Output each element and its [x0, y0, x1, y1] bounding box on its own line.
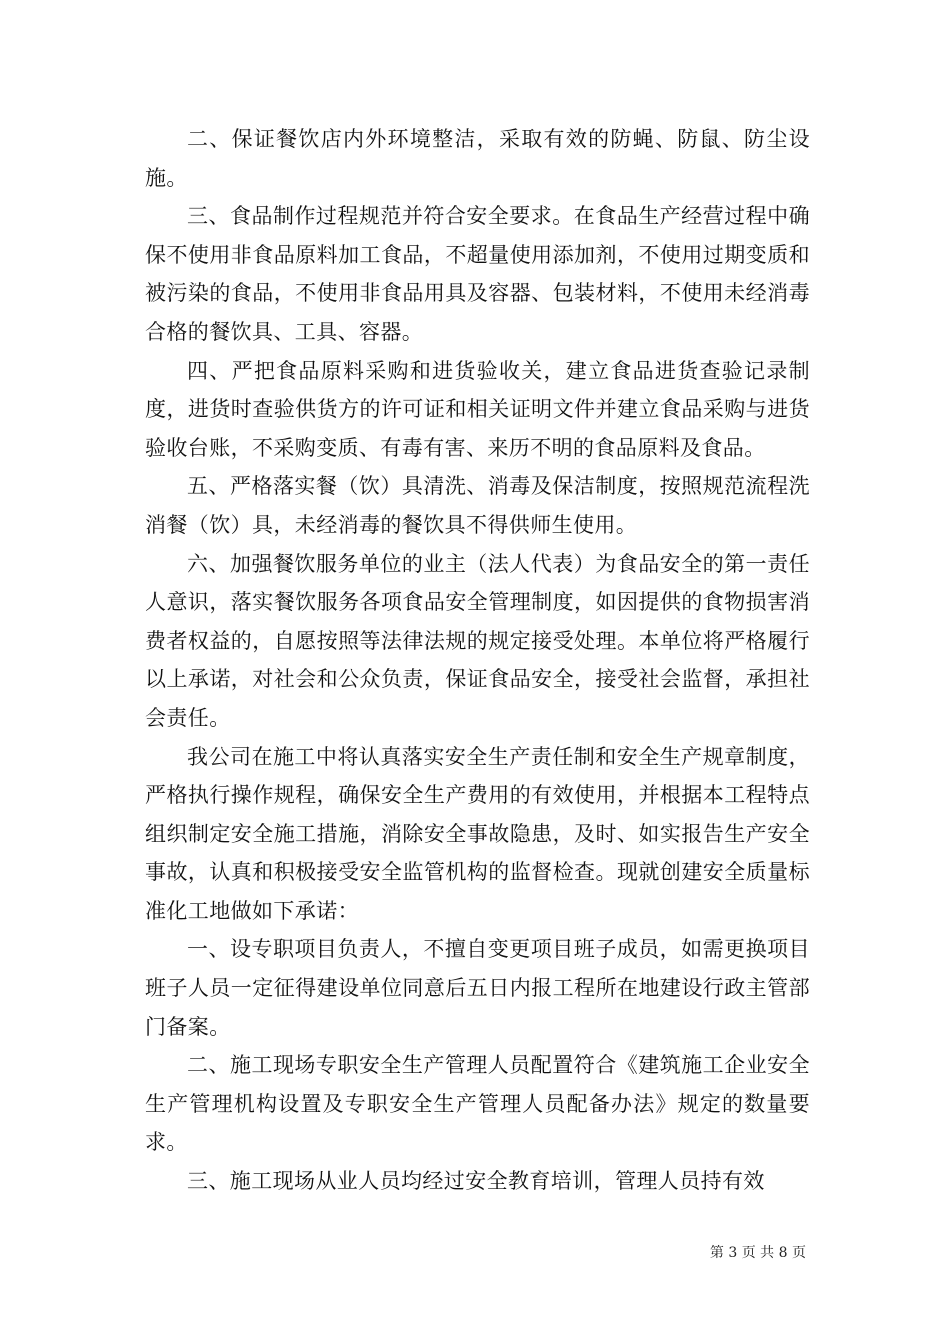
paragraph: 四、严把食品原料采购和进货验收关，建立食品进货查验记录制度，进货时查验供货方的许可证和相关证明文件并建立食品采购与进货验收台账，不采购变质、有毒有害、来历不明的食品原料及食品。: [145, 358, 810, 460]
page-number: 第 3 页 共 8 页: [709, 1245, 806, 1261]
paragraph: 六、加强餐饮服务单位的业主（法人代表）为食品安全的第一责任人意识，落实餐饮服务各项食品安全管理制度，如因提供的食物损害消费者权益的，自愿按照等法律法规的规定接受处理。本单位将严格履行以上承诺，对社会和公众负责，保证食品安全，接受社会监督，承担社会责任。: [145, 551, 810, 730]
paragraph: 我公司在施工中将认真落实安全生产责任制和安全生产规章制度，严格执行操作规程，确保安全生产费用的有效使用，并根据本工程特点组织制定安全施工措施，消除安全事故隐患，及时、如实报告生产安全事故，认真和积极接受安全监管机构的监督检查。现就创建安全质量标准化工地做如下承诺：: [145, 744, 810, 923]
paragraph: 二、保证餐饮店内外环境整洁，采取有效的防蝇、防鼠、防尘设施。: [145, 127, 810, 190]
paragraph: 三、施工现场从业人员均经过安全教育培训，管理人员持有效: [187, 1169, 765, 1194]
document-body: [145, 120, 810, 1201]
paragraph: 五、严格落实餐（饮）具清洗、消毒及保洁制度，按照规范流程洗消餐（饮）具，未经消毒的餐饮具不得供师生使用。: [145, 474, 810, 537]
paragraph: 二、施工现场专职安全生产管理人员配置符合《建筑施工企业安全生产管理机构设置及专职安全生产管理人员配备办法》规定的数量要求。: [145, 1053, 810, 1155]
paragraph: 一、设专职项目负责人，不擅自变更项目班子成员，如需更换项目班子人员一定征得建设单位同意后五日内报工程所在地建设行政主管部门备案。: [145, 937, 810, 1039]
paragraph: 三、食品制作过程规范并符合安全要求。在食品生产经营过程中确保不使用非食品原料加工食品，不超量使用添加剂，不使用过期变质和被污染的食品，不使用非食品用具及容器、包装材料，不使用未经消毒合格的餐饮具、工具、容器。: [145, 204, 810, 344]
